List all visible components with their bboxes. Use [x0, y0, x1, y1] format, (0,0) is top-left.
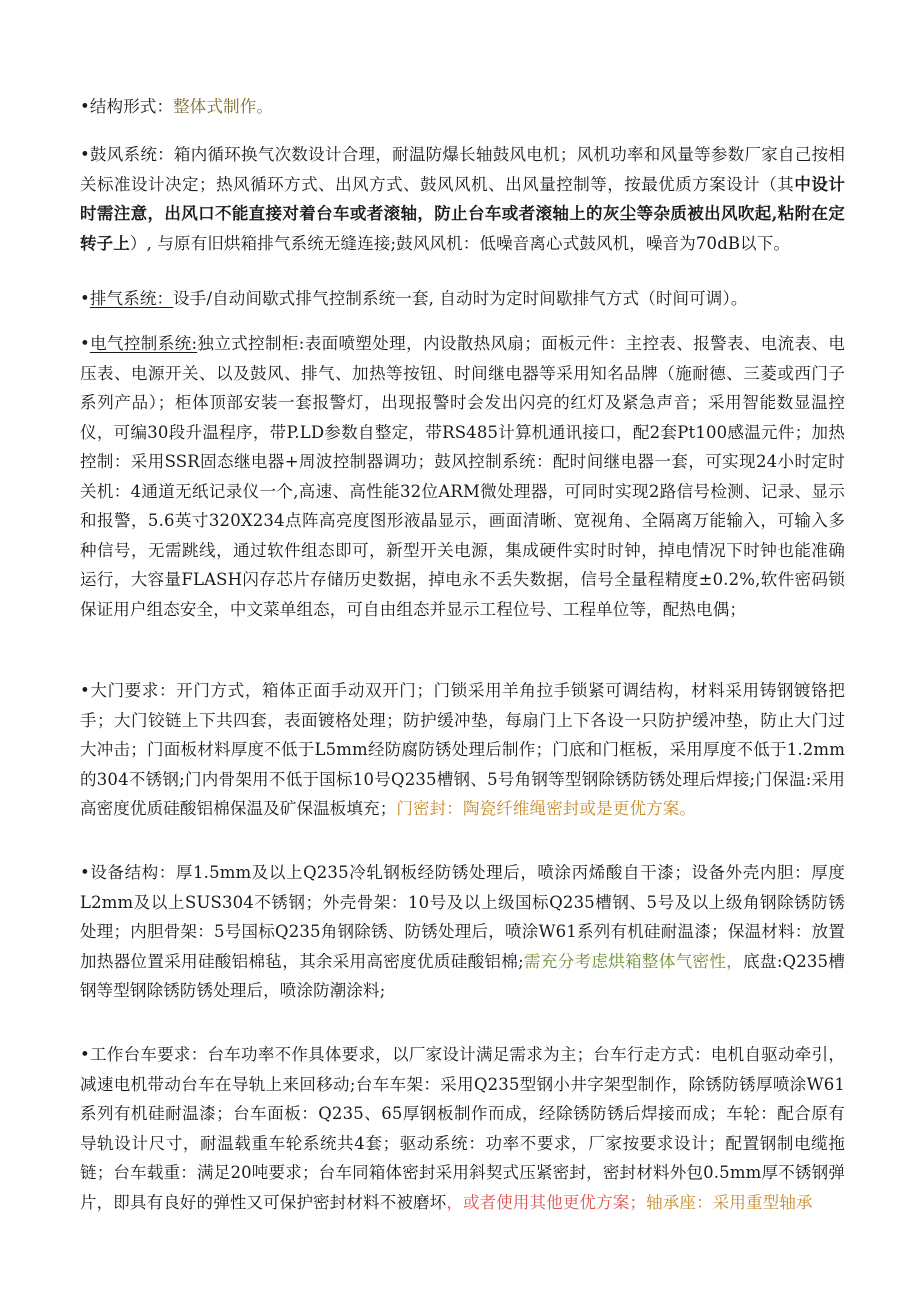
bullet: •: [80, 97, 90, 116]
bullet: •: [80, 145, 90, 164]
paragraph-exhaust-system: [80, 284, 845, 314]
paragraph-door-requirements: [80, 676, 845, 824]
blower-text-2: ）, 与原有旧烘箱排气系统无缝连接;鼓风风机：低噪音离心式鼓风机，噪音为70dB以下。: [129, 233, 791, 253]
exhaust-text: 设手/自动间歇式排气控制系统一套, 自动时为定时间歇排气方式（时间可调）。: [173, 289, 748, 308]
trolley-text: 工作台车要求：台车功率不作具体要求，以厂家设计满足需求为主；台车行走方式：电机自驱动牵引，减速电机带动台车在导轨上来回移动;台车车架：采用Q235型钢小井字架型制作，除锈防锈厚喷涂W61系列有机硅耐温漆；台车面板：Q235、65厚钢板制作而成，经除锈防锈后焊接而成；车轮：配合原有导轨设计尺寸，耐温载重车轮系统共4套；驱动系统：功率不要求，厂家按要求设计；配置钢制电缆拖链；台车载重：满足20吨要求；台车同箱体密封采用斜契式压紧密封，密封材料外包0.5mm厚不锈钢弹片，即具有良好的弹性又可保护密封材料不被磨坏: [80, 1045, 845, 1212]
door-text: 大门要求：开门方式，箱体正面手动双开门；门锁采用羊角拉手锁紧可调结构，材料采用铸钢镀铬把手；大门铰链上下共四套，表面镀格处理；防护缓冲垫，每扇门上下各设一只防护缓冲垫，防止大门过大冲击；门面板材料厚度不低于L5mm经防腐防锈处理后制作；门底和门框板，采用厚度不低于1.2mm的304不锈钢;门内骨架用不低于国标10号Q235槽钢、5号角钢等型钢除锈防锈处理后焊接;门保温:采用高密度优质硅酸铝棉保温及矿保温板填充；: [80, 681, 845, 818]
structure-text-2: 底盘:Q235槽钢等型钢除锈防锈处理后，喷涂防潮涂料;: [80, 951, 846, 1000]
structure-text-1: 设备结构：厚1.5mm及以上Q235冷轧钢板经防锈处理后，喷涂丙烯酸自干漆；设备外壳内胆：厚度L2mm及以上SUS304不锈钢；外壳骨架：10号及以上级国标Q235槽钢、5号及以上级角钢除锈防锈处理；内胆骨架：5号国标Q235角钢除锈、防锈处理后，喷涂W61系列有机硅耐温漆；保温材料：放置加热器位置采用硅酸铝棉毡，其余采用高密度优质硅酸铝棉;: [80, 863, 845, 971]
electrical-text: 独立式控制柜:表面喷塑处理，内设散热风扇；面板元件：主控表、报警表、电流表、电压表、电源开关、以及鼓风、排气、加热等按钮、时间继电器等采用知名品牌（施耐德、三菱或西门子系列产品）；柜体顶部安装一套报警灯，出现报警时会发出闪亮的红灯及紧急声音；采用智能数显温控仪，可编30段升温程序，带P.LD参数自整定，带RS485计算机通讯接口，配2套Pt100感温元件；加热控制：采用SSR固态继电器+周波控制器调功；鼓风控制系统：配时间继电器一套，可实现24小时定时关机：4通道无纸记录仪一个,高速、高性能32位ARM微处理器，可同时实现2路信号检测、记录、显示和报警，5.6英寸320X234点阵高亮度图形液晶显示，画面清晰、宽视角、全隔离万能输入，可输入多种信号，无需跳线，通过软件组态即可，新型开关电源，集成硬件实时时钟，掉电情况下时钟也能准确运行，大容量FLASH闪存芯片存储历史数据，掉电永不丢失数据，信号全量程精度±0.2%,软件密码锁保证用户组态安全，中文菜单组态，可自由组态并显示工程位号、工程单位等，配热电偶；: [80, 334, 845, 619]
door-seal-note: 门密封：陶瓷纤维绳密封或是更优方案。: [396, 799, 697, 818]
bullet: •: [80, 334, 90, 353]
paragraph-structure: [80, 92, 845, 122]
paragraph-electrical-control: [80, 329, 845, 624]
blower-text-1: 鼓风系统：箱内循环换气次数设计合理，耐温防爆长轴鼓风电机；风机功率和风量等参数厂家自己按相关标准设计决定；热风循环方式、出风方式、鼓风风机、出风量控制等，按最优质方案设计（其: [80, 145, 845, 194]
airtightness-note: 需充分考虑烘箱整体气密性，: [523, 951, 744, 971]
paragraph-work-trolley: [80, 1040, 845, 1217]
structure-label: 结构形式：: [89, 97, 174, 116]
bullet: •: [80, 1045, 90, 1064]
paragraph-equipment-structure: [80, 858, 845, 1006]
structure-value: 整体式制作。: [173, 97, 274, 116]
bullet: •: [80, 289, 90, 308]
electrical-label: 电气控制系统:: [89, 334, 198, 353]
paragraph-blower-system: [80, 140, 845, 258]
bullet: •: [80, 681, 90, 700]
trolley-alternative-note: ，或者使用其他更优方案；: [446, 1192, 647, 1212]
bullet: •: [80, 863, 90, 882]
exhaust-label: 排气系统：: [89, 289, 174, 308]
blower-bold-note: 中设计时需注意，出风口不能直接对着台车或者滚轴，防止台车或者滚轴上的灰尘等杂质被出风吹起,粘附在定转子上: [80, 174, 845, 253]
bearing-seat-note: 轴承座：采用重型轴承: [646, 1192, 813, 1212]
